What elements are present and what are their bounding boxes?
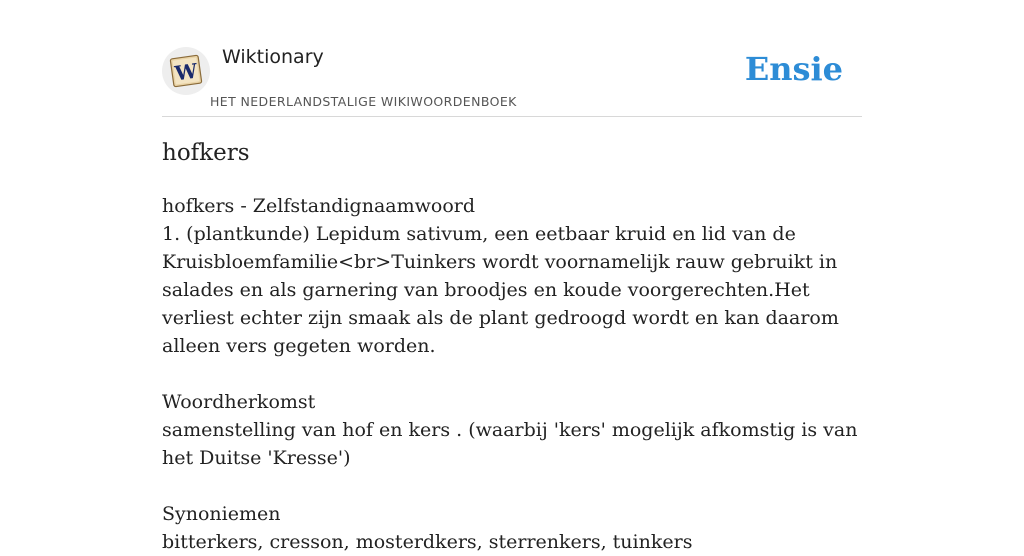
wiktionary-logo[interactable] — [162, 47, 210, 95]
entry-content — [162, 192, 862, 556]
ensie-brand-logo[interactable]: Ensie — [744, 50, 843, 88]
word-type-line: hofkers - Zelfstandignaamwoord — [162, 195, 475, 217]
synonyms-heading: Synoniemen — [162, 503, 281, 525]
site-tagline: HET NEDERLANDSTALIGE WIKIWOORDENBOEK — [210, 94, 517, 109]
etymology-text: samenstelling van hof en kers . (waarbij 'kers' mogelijk afkomstig is van het Duitse 'Kresse') — [162, 419, 864, 469]
definition-text: 1. (plantkunde) Lepidum sativum, een eetbaar kruid en lid van de Kruisbloemfamilie<br>Tuinkers wordt voornamelijk rauw gebruikt in salades en als garnering van broodjes en koude voorgerechten.Het verliest echter zijn smaak als de plant gedroogd wordt en kan daarom alleen vers gegeten worden. — [162, 223, 845, 357]
site-name[interactable]: Wiktionary — [222, 46, 324, 68]
logo-letter: W — [173, 58, 199, 86]
wiktionary-logo-icon — [162, 47, 210, 95]
synonyms-text: bitterkers, cresson, mosterdkers, sterrenkers, tuinkers — [162, 531, 693, 553]
site-header — [162, 0, 862, 117]
entry-title: hofkers — [162, 140, 250, 166]
etymology-heading: Woordherkomst — [162, 391, 316, 413]
